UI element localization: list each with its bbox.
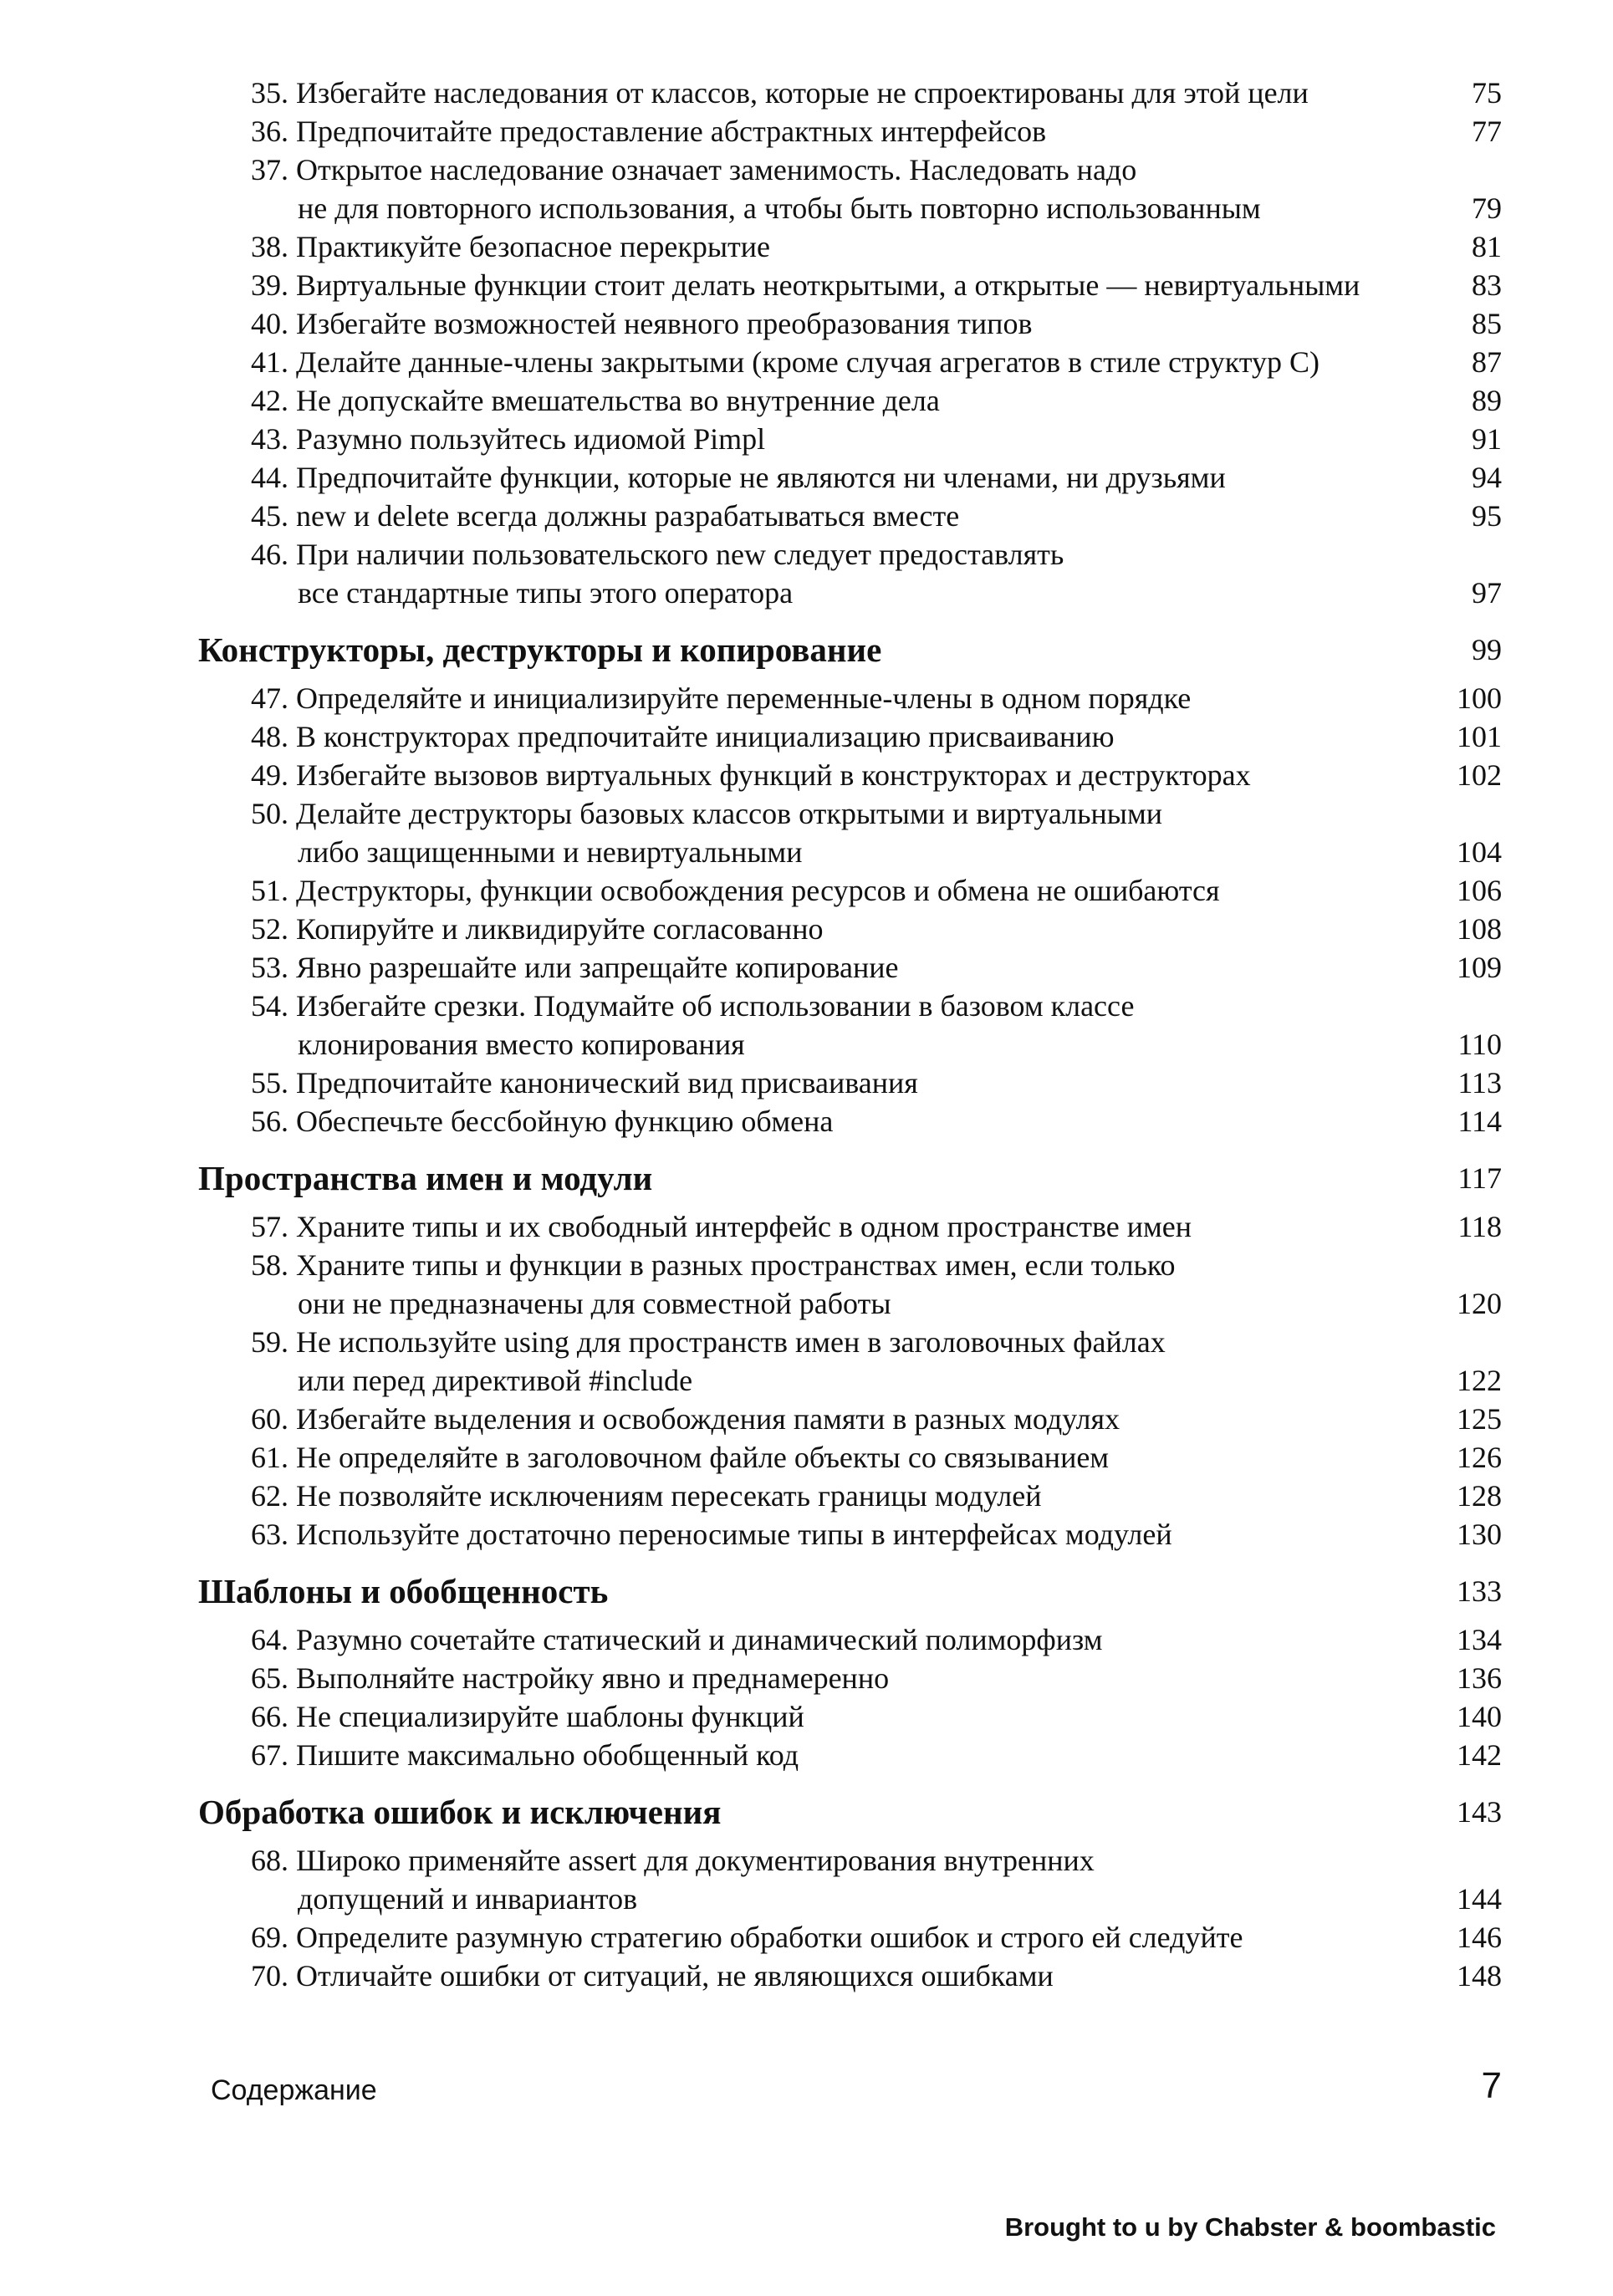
toc-entry [0, 871, 1613, 910]
toc-entry [0, 717, 1613, 756]
page-number: 83 [1472, 268, 1502, 302]
entry-title: 61. Не определяйте в заголовочном файле объекты со связыванием [251, 1441, 1110, 1474]
page-number: 118 [1457, 1210, 1502, 1243]
entry-title: 42. Не допускайте вмешательства во внутренние дела [251, 384, 940, 417]
toc-entry [0, 381, 1613, 420]
entry-title: или перед директивой #include [298, 1364, 693, 1397]
toc-entry [0, 679, 1613, 717]
entry-title: 63. Используйте достаточно переносимые типы в интерфейсах модулей [251, 1518, 1172, 1551]
entry-title: 59. Не используйте using для пространств имен в заголовочных файлах [251, 1325, 1166, 1359]
entry-title: 43. Разумно пользуйтесь идиомой Pimpl [251, 422, 766, 456]
page-number: 120 [1457, 1287, 1502, 1320]
entry-title: 65. Выполняйте настройку явно и преднамеренно [251, 1661, 890, 1695]
page-number: 144 [1457, 1882, 1502, 1916]
toc-entry [0, 1515, 1613, 1554]
toc-entry [0, 151, 1613, 189]
page-number: 99 [1472, 633, 1502, 666]
entry-title: 51. Деструкторы, функции освобождения ресурсов и обмена не ошибаются [251, 874, 1220, 907]
page-number: 133 [1457, 1574, 1502, 1608]
entry-title: 40. Избегайте возможностей неявного преобразования типов [251, 307, 1033, 340]
toc-entry [0, 1361, 1613, 1400]
toc-entry [0, 987, 1613, 1025]
toc-entry [0, 1957, 1613, 1995]
page-number: 148 [1457, 1959, 1502, 1992]
page-number: 143 [1457, 1795, 1502, 1829]
toc-entry [0, 948, 1613, 987]
scan-credit: Brought to u by Chabster & boombastic [1004, 2212, 1496, 2242]
entry-title: 57. Храните типы и их свободный интерфейс в одном пространстве имен [251, 1210, 1192, 1243]
entry-title: допущений и инвариантов [298, 1882, 638, 1916]
page-number: 146 [1457, 1921, 1502, 1954]
entry-title: 48. В конструкторах предпочитайте инициализацию присваиванию [251, 720, 1115, 753]
toc-entry [0, 189, 1613, 227]
page-number: 136 [1457, 1661, 1502, 1695]
toc-entry [0, 535, 1613, 574]
page-number: 130 [1457, 1518, 1502, 1551]
page-number: 114 [1457, 1105, 1502, 1138]
entry-title: клонирования вместо копирования [298, 1028, 745, 1061]
page-number: 140 [1457, 1700, 1502, 1733]
entry-title: не для повторного использования, а чтобы быть повторно использованным [298, 191, 1261, 225]
page-number: 113 [1457, 1066, 1502, 1100]
page-number: 125 [1457, 1402, 1502, 1436]
toc-section-heading [0, 1793, 1613, 1831]
page-number: 126 [1457, 1441, 1502, 1474]
toc-entry [0, 1620, 1613, 1659]
entry-title: 53. Явно разрешайте или запрещайте копирование [251, 951, 899, 984]
toc-entry [0, 74, 1613, 112]
section-title: Обработка ошибок и исключения [198, 1793, 722, 1831]
toc-entry [0, 1064, 1613, 1102]
entry-title: 54. Избегайте срезки. Подумайте об использовании в базовом классе [251, 989, 1135, 1023]
entry-title: 64. Разумно сочетайте статический и динамический полиморфизм [251, 1623, 1103, 1656]
toc-entry [0, 1025, 1613, 1064]
entry-title: 36. Предпочитайте предоставление абстрактных интерфейсов [251, 115, 1047, 148]
entry-title: 46. При наличии пользовательского new следует предоставлять [251, 538, 1064, 571]
toc-entry [0, 1477, 1613, 1515]
toc-entry [0, 1400, 1613, 1438]
toc-entry [0, 1659, 1613, 1697]
toc-entry [0, 833, 1613, 871]
entry-title: либо защищенными и невиртуальными [298, 835, 803, 869]
entry-title: 49. Избегайте вызовов виртуальных функций в конструкторах и деструкторах [251, 758, 1251, 792]
page-number: 104 [1457, 835, 1502, 869]
section-title: Шаблоны и обобщенность [198, 1572, 609, 1610]
toc-entry [0, 458, 1613, 497]
entry-title: 41. Делайте данные-члены закрытыми (кроме случая агрегатов в стиле структур С) [251, 345, 1320, 379]
page-number: 91 [1472, 422, 1502, 456]
entry-title: они не предназначены для совместной работы [298, 1287, 891, 1320]
page-number: 89 [1472, 384, 1502, 417]
toc-entry [0, 304, 1613, 343]
page-number: 79 [1472, 191, 1502, 225]
entry-title: 50. Делайте деструкторы базовых классов открытыми и виртуальными [251, 797, 1163, 830]
toc-entry [0, 1841, 1613, 1880]
entry-title: 60. Избегайте выделения и освобождения памяти в разных модулях [251, 1402, 1120, 1436]
toc-entry [0, 1438, 1613, 1477]
toc-entry [0, 1736, 1613, 1774]
toc-entry [0, 756, 1613, 794]
entry-title: 52. Копируйте и ликвидируйте согласованно [251, 912, 824, 946]
page-number: 101 [1457, 720, 1502, 753]
entry-title: 47. Определяйте и инициализируйте переменные-члены в одном порядке [251, 681, 1192, 715]
page-number: 122 [1457, 1364, 1502, 1397]
page-number: 106 [1457, 874, 1502, 907]
page-number: 95 [1472, 499, 1502, 533]
entry-title: 44. Предпочитайте функции, которые не являются ни членами, ни друзьями [251, 461, 1226, 494]
toc-entry [0, 1697, 1613, 1736]
page-number: 109 [1457, 951, 1502, 984]
page-number: 142 [1457, 1738, 1502, 1772]
entry-title: 39. Виртуальные функции стоит делать неоткрытыми, а открытые — невиртуальными [251, 268, 1360, 302]
entry-title: 35. Избегайте наследования от классов, которые не спроектированы для этой цели [251, 76, 1309, 110]
entry-title: 45. new и delete всегда должны разрабатываться вместе [251, 499, 960, 533]
entry-title: 38. Практикуйте безопасное перекрытие [251, 230, 770, 263]
toc-section-heading [0, 630, 1613, 669]
toc-section-heading [0, 1159, 1613, 1197]
page-number: 81 [1472, 230, 1502, 263]
toc-entry [0, 266, 1613, 304]
entry-title: все стандартные типы этого оператора [298, 576, 794, 610]
entry-title: 66. Не специализируйте шаблоны функций [251, 1700, 804, 1733]
page-number: 128 [1457, 1479, 1502, 1513]
entry-title: 55. Предпочитайте канонический вид присваивания [251, 1066, 918, 1100]
page-number: 117 [1457, 1161, 1502, 1195]
toc-entry [0, 343, 1613, 381]
entry-title: 67. Пишите максимально обобщенный код [251, 1738, 799, 1772]
toc-entry [0, 1246, 1613, 1284]
entry-title: 68. Широко применяйте assert для документирования внутренних [251, 1844, 1095, 1877]
toc-entry [0, 420, 1613, 458]
toc-entry [0, 1880, 1613, 1918]
toc-entry [0, 794, 1613, 833]
toc-section-heading [0, 1572, 1613, 1610]
entry-title: 62. Не позволяйте исключениям пересекать границы модулей [251, 1479, 1042, 1513]
page-number: 110 [1457, 1028, 1502, 1061]
entry-title: 37. Открытое наследование означает заменимость. Наследовать надо [251, 153, 1137, 186]
page-number: 108 [1457, 912, 1502, 946]
page-number: 102 [1457, 758, 1502, 792]
toc-entry [0, 497, 1613, 535]
page-number: 87 [1472, 345, 1502, 379]
toc-entry [0, 1323, 1613, 1361]
page-number: 97 [1472, 576, 1502, 610]
entry-title: 70. Отличайте ошибки от ситуаций, не являющихся ошибками [251, 1959, 1054, 1992]
toc-entry [0, 227, 1613, 266]
entry-title: 56. Обеспечьте бессбойную функцию обмена [251, 1105, 834, 1138]
section-title: Конструкторы, деструкторы и копирование [198, 630, 882, 669]
footer-label: Содержание [211, 2074, 377, 2106]
entry-title: 58. Храните типы и функции в разных пространствах имен, если только [251, 1248, 1176, 1282]
entry-title: 69. Определите разумную стратегию обработки ошибок и строго ей следуйте [251, 1921, 1243, 1954]
toc-entry [0, 910, 1613, 948]
page-number: 100 [1457, 681, 1502, 715]
page-number: 94 [1472, 461, 1502, 494]
section-title: Пространства имен и модули [198, 1159, 653, 1197]
page-number: 75 [1472, 76, 1502, 110]
toc-entry [0, 1284, 1613, 1323]
page-number: 85 [1472, 307, 1502, 340]
page-number: 77 [1472, 115, 1502, 148]
page-number: 134 [1457, 1623, 1502, 1656]
toc-entry [0, 112, 1613, 151]
footer-page-number: 7 [1481, 2065, 1502, 2106]
toc-entry [0, 574, 1613, 612]
toc-entry [0, 1207, 1613, 1246]
toc-entry [0, 1102, 1613, 1140]
toc-entry [0, 1918, 1613, 1957]
